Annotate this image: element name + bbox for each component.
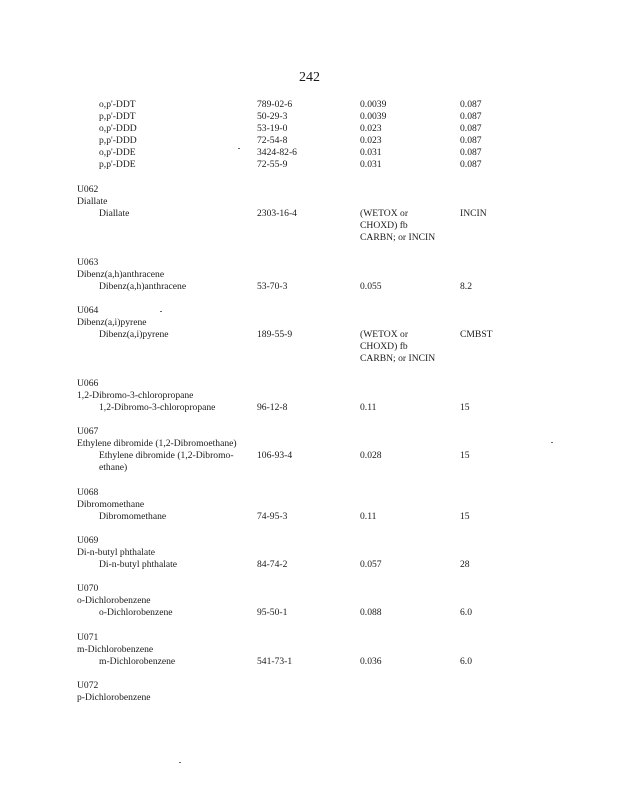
ddt-row-5-cas: 3424-82-6 (257, 147, 297, 158)
waste-code-u063: U063 (77, 257, 99, 268)
waste-name-u071: m-Dichlorobenzene (77, 644, 154, 655)
conc-u066: 0.11 (360, 402, 377, 413)
waste-code-u067: U067 (77, 426, 99, 437)
ddt-row-3-cas: 53-19-0 (257, 123, 288, 134)
ddt-row-2-conc: 0.0039 (360, 111, 387, 122)
waste-name-u070: o-Dichlorobenzene (77, 595, 151, 606)
ddt-row-4-std: 0.087 (460, 135, 482, 146)
waste-code-u070: U070 (77, 583, 99, 594)
std-u070: 6.0 (460, 607, 472, 618)
scan-speck (179, 762, 181, 763)
waste-code-u069: U069 (77, 535, 99, 546)
cas-u071: 541-73-1 (257, 656, 293, 667)
waste-code-u072: U072 (77, 680, 99, 691)
cas-u068: 74-95-3 (257, 511, 288, 522)
conc-u062-line2: CHOXD) fb (360, 220, 408, 231)
ddt-row-6-std: 0.087 (460, 159, 482, 170)
conc-u069: 0.057 (360, 559, 382, 570)
std-u071: 6.0 (460, 656, 472, 667)
ddt-row-1-cas: 789-02-6 (257, 99, 293, 110)
waste-code-u062: U062 (77, 184, 99, 195)
constituent-u066: 1,2-Dibromo-3-chloropropane (99, 402, 216, 413)
ddt-row-1-std: 0.087 (460, 99, 482, 110)
std-u064: CMBST (460, 329, 493, 340)
ddt-row-1-conc: 0.0039 (360, 99, 387, 110)
constituent-u067-line1: Ethylene dibromide (1,2-Dibromo- (99, 450, 234, 461)
waste-name-u063: Dibenz(a,h)anthracene (77, 269, 165, 280)
ddt-row-2-std: 0.087 (460, 111, 482, 122)
ddt-row-3-conc: 0.023 (360, 123, 382, 134)
std-u067: 15 (460, 450, 470, 461)
scan-speck (551, 442, 553, 443)
conc-u068: 0.11 (360, 511, 377, 522)
conc-u064-line3: CARBN; or INCIN (360, 353, 436, 364)
ddt-row-6-conc: 0.031 (360, 159, 382, 170)
ddt-row-4-conc: 0.023 (360, 135, 382, 146)
waste-code-u068: U068 (77, 487, 99, 498)
cas-u069: 84-74-2 (257, 559, 288, 570)
conc-u070: 0.088 (360, 607, 382, 618)
constituent-u071: m-Dichlorobenzene (99, 656, 176, 667)
waste-name-u072: p-Dichlorobenzene (77, 692, 151, 703)
ddt-row-5-name: o,p'-DDE (99, 147, 136, 158)
ddt-row-4-cas: 72-54-8 (257, 135, 288, 146)
conc-u063: 0.055 (360, 281, 382, 292)
waste-name-u068: Dibromomethane (77, 499, 145, 510)
cas-u067: 106-93-4 (257, 450, 293, 461)
cas-u062: 2303-16-4 (257, 208, 297, 219)
waste-code-u071: U071 (77, 632, 99, 643)
constituent-u062: Diallate (99, 208, 130, 219)
scan-speck (238, 148, 240, 149)
conc-u064-line1: (WETOX or (360, 329, 409, 340)
ddt-row-5-conc: 0.031 (360, 147, 382, 158)
ddt-row-2-name: p,p'-DDT (99, 111, 136, 122)
cas-u064: 189-55-9 (257, 329, 293, 340)
waste-name-u064: Dibenz(a,i)pyrene (77, 317, 147, 328)
std-u063: 8.2 (460, 281, 472, 292)
waste-name-u067: Ethylene dibromide (1,2-Dibromoethane) (77, 438, 237, 449)
std-u062: INCIN (460, 208, 487, 219)
scan-speck (160, 311, 162, 312)
constituent-u070: o-Dichlorobenzene (99, 607, 173, 618)
std-u066: 15 (460, 402, 470, 413)
conc-u062-line3: CARBN; or INCIN (360, 232, 436, 243)
ddt-row-2-cas: 50-29-3 (257, 111, 288, 122)
conc-u064-line2: CHOXD) fb (360, 341, 408, 352)
page-number: 242 (299, 70, 320, 85)
conc-u062-line1: (WETOX or (360, 208, 409, 219)
waste-code-u064: U064 (77, 305, 99, 316)
waste-name-u066: 1,2-Dibromo-3-chloropropane (77, 390, 194, 401)
ddt-row-5-std: 0.087 (460, 147, 482, 158)
ddt-row-6-cas: 72-55-9 (257, 159, 288, 170)
constituent-u068: Dibromomethane (99, 511, 167, 522)
ddt-row-1-name: o,p'-DDT (99, 99, 136, 110)
std-u069: 28 (460, 559, 470, 570)
waste-name-u062: Diallate (77, 196, 108, 207)
ddt-row-4-name: p,p'-DDD (99, 135, 137, 146)
constituent-u063: Dibenz(a,h)anthracene (99, 281, 187, 292)
constituent-u067-line2: ethane) (99, 462, 128, 473)
cas-u063: 53-70-3 (257, 281, 288, 292)
waste-code-u066: U066 (77, 378, 99, 389)
conc-u071: 0.036 (360, 656, 382, 667)
ddt-row-3-name: o,p'-DDD (99, 123, 137, 134)
constituent-u064: Dibenz(a,i)pyrene (99, 329, 169, 340)
ddt-row-6-name: p,p'-DDE (99, 159, 136, 170)
waste-name-u069: Di-n-butyl phthalate (77, 547, 156, 558)
cas-u070: 95-50-1 (257, 607, 288, 618)
conc-u067: 0.028 (360, 450, 382, 461)
std-u068: 15 (460, 511, 470, 522)
constituent-u069: Di-n-butyl phthalate (99, 559, 178, 570)
ddt-row-3-std: 0.087 (460, 123, 482, 134)
cas-u066: 96-12-8 (257, 402, 288, 413)
